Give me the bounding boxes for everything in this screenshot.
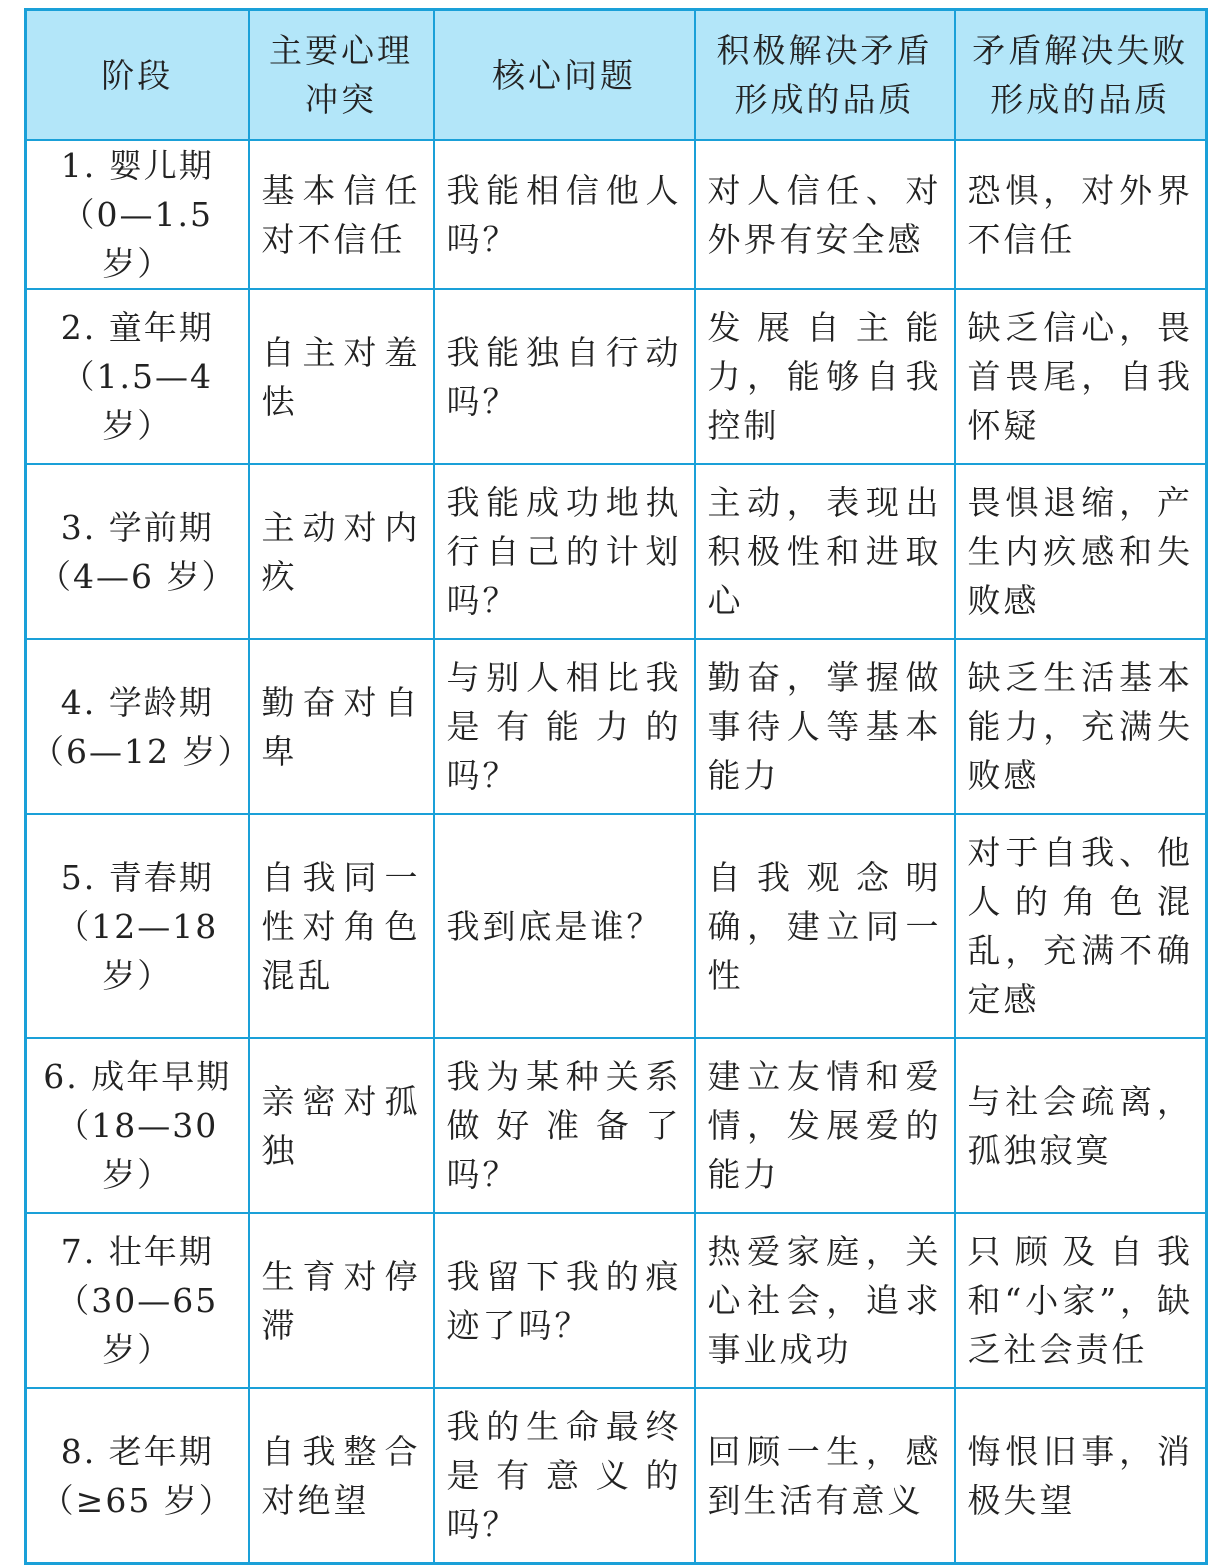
negative-cell: 畏惧退缩，产生内疚感和失败感 (955, 464, 1207, 639)
conflict-cell: 生育对停滞 (249, 1213, 434, 1388)
negative-cell: 缺乏生活基本能力，充满失败感 (955, 639, 1207, 814)
positive-cell: 回顾一生，感到生活有意义 (695, 1388, 955, 1564)
stage-age: （6—12 岁） (31, 731, 253, 771)
header-negative: 矛盾解决失败形成的品质 (955, 10, 1207, 141)
conflict-cell: 主动对内疚 (249, 464, 434, 639)
stage-cell (26, 1213, 249, 1388)
stage-cell (26, 639, 253, 814)
erikson-stages-table (24, 8, 1208, 1565)
negative-cell: 缺乏信心，畏首畏尾，自我怀疑 (955, 289, 1207, 464)
positive-cell: 勤奋，掌握做事待人等基本能力 (695, 639, 955, 814)
table-row (26, 1213, 1207, 1388)
conflict-cell: 自主对羞怯 (249, 289, 434, 464)
table-row (26, 1388, 1207, 1564)
stage-name: 4. 学龄期 (60, 682, 214, 722)
table-row (26, 140, 1207, 289)
question-cell: 我能独自行动吗？ (434, 289, 695, 464)
stage-age: （30—65 岁） (56, 1281, 219, 1369)
table-row (26, 1038, 1207, 1213)
table-row (26, 289, 1207, 464)
stage-name: 5. 青春期 (60, 857, 214, 897)
stage-cell (26, 464, 249, 639)
positive-cell: 自我观念明确，建立同一性 (695, 814, 955, 1038)
question-cell: 我到底是谁？ (434, 814, 695, 1038)
stage-age: （4—6 岁） (38, 556, 237, 596)
stage-cell (26, 140, 249, 289)
stage-cell (26, 289, 249, 464)
stage-name: 8. 老年期 (60, 1431, 214, 1471)
question-cell: 与别人相比我是有能力的吗？ (434, 639, 695, 814)
header-conflict: 主要心理冲突 (249, 10, 434, 141)
stage-age: （18—30 岁） (56, 1106, 219, 1194)
header-positive: 积极解决矛盾形成的品质 (695, 10, 955, 141)
conflict-cell: 亲密对孤独 (249, 1038, 434, 1213)
stage-cell (26, 814, 249, 1038)
stage-age: （0—1.5 岁） (61, 195, 213, 283)
header-question: 核心问题 (434, 10, 695, 141)
negative-cell: 只顾及自我和“小家”，缺乏社会责任 (955, 1213, 1207, 1388)
stage-name: 7. 壮年期 (60, 1232, 214, 1271)
header-row (26, 10, 1207, 141)
conflict-cell: 基本信任对不信任 (249, 140, 434, 289)
negative-cell: 恐惧，对外界不信任 (955, 140, 1207, 289)
stage-name: 6. 成年早期 (43, 1057, 232, 1096)
stage-name: 2. 童年期 (60, 308, 214, 347)
question-cell: 我能相信他人吗？ (434, 140, 695, 289)
positive-cell: 发展自主能力，能够自我控制 (695, 289, 955, 464)
stage-name: 3. 学前期 (60, 507, 214, 547)
stage-cell (26, 1038, 249, 1213)
stage-cell (26, 1388, 249, 1564)
question-cell: 我的生命最终是有意义的吗？ (434, 1388, 695, 1564)
header-stage: 阶段 (26, 10, 249, 141)
question-cell: 我为某种关系做好准备了吗？ (434, 1038, 695, 1213)
question-cell: 我能成功地执行自己的计划吗？ (434, 464, 695, 639)
conflict-cell: 自我同一性对角色混乱 (249, 814, 434, 1038)
negative-cell: 与社会疏离，孤独寂寞 (955, 1038, 1207, 1213)
positive-cell: 建立友情和爱情，发展爱的能力 (695, 1038, 955, 1213)
conflict-cell: 自我整合对绝望 (249, 1388, 434, 1564)
question-cell: 我留下我的痕迹了吗？ (434, 1213, 695, 1388)
table-row (26, 814, 1207, 1038)
stage-name: 1. 婴儿期 (60, 146, 214, 185)
stage-age: （1.5—4 岁） (61, 357, 213, 445)
negative-cell: 对于自我、他人的角色混乱，充满不确定感 (955, 814, 1207, 1038)
table-row (26, 464, 1207, 639)
positive-cell: 热爱家庭，关心社会，追求事业成功 (695, 1213, 955, 1388)
table-row (26, 639, 1207, 814)
stage-age: （≥65 岁） (40, 1480, 234, 1520)
positive-cell: 对人信任、对外界有安全感 (695, 140, 955, 289)
stage-age: （12—18 岁） (56, 906, 219, 995)
conflict-cell: 勤奋对自卑 (249, 639, 434, 814)
positive-cell: 主动，表现出积极性和进取心 (695, 464, 955, 639)
negative-cell: 悔恨旧事，消极失望 (955, 1388, 1207, 1564)
